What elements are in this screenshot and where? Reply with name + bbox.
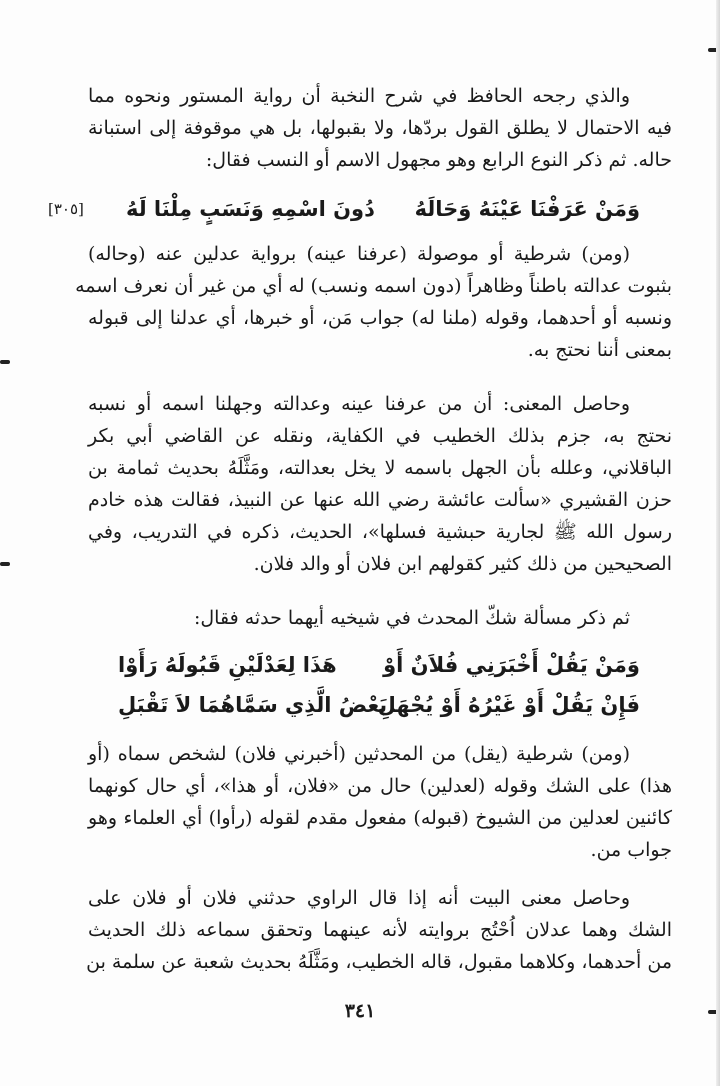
verse-hemistich-right: وَمَنْ عَرَفْنَا عَيْنَهُ وَحَالَهُ — [414, 197, 640, 221]
paragraph-3 — [88, 388, 672, 580]
verse-hemistich-right: فَإِنْ يَقُلْ أَوْ غَيْرُهُ أَوْ يُجْهَلِ — [377, 693, 640, 717]
text-line: نحتج به، جزم بذلك الخطيب في الكفاية، ونقله عن القاضي أبي بكر — [88, 425, 672, 447]
verse-number: [٣٠٥] — [48, 200, 84, 218]
text-line: (ومن) شرطية (يقل) من المحدثين (أخبرني فلان) لشخص سماه (أو — [88, 743, 630, 765]
text-line: حزن القشيري «سألت عائشة رضي الله عنها عن النبيذ، فقالت هذه خادم — [88, 489, 672, 511]
text-line: كائنين لعدلين من الشيوخ (قبوله) مفعول مقدم لقوله (رأوا) أي العلماء وهو — [88, 807, 672, 829]
text-line: الشك وهما عدلان اُحْتُج بروايته لأنه عينهما وتحقق سماعه ذلك الحديث — [88, 919, 672, 941]
text-line: وحاصل معنى البيت أنه إذا قال الراوي حدثني فلان أو فلان على — [88, 887, 630, 909]
scan-edge-mark — [708, 1010, 718, 1014]
paragraph-4 — [88, 738, 672, 866]
verse-305 — [48, 192, 680, 226]
text-line: حاله. ثم ذكر النوع الرابع وهو مجهول الاسم أو النسب فقال: — [205, 149, 672, 171]
verse-hemistich-left: هَذَا لِعَدْلَيْنِ قَبُولَهُ رَأَوْا — [118, 653, 337, 677]
paragraph-5 — [88, 882, 672, 978]
page-number: ٣٤١ — [344, 1000, 376, 1022]
text-line: ونسبه أو أحدهما، وقوله (ملنا له) جواب مَن، أو خبرها، أي عدلنا إلى قبوله — [88, 307, 672, 329]
text-line: بمعنى أننا نحتج به. — [527, 339, 672, 361]
verse-306-line-1 — [58, 648, 680, 682]
text-line: والذي رجحه الحافظ في شرح النخبة أن رواية المستور ونحوه مما — [88, 85, 630, 107]
paragraph-1 — [88, 80, 672, 176]
text-line: (ومن) شرطية أو موصولة (عرفنا عينه) برواية عدلين عنه (وحاله) — [88, 243, 630, 265]
verse-hemistich-left: بَعْضُ الَّذِي سَمَّاهُمَا لاَ تَقْبَلِ — [118, 693, 388, 717]
text-line: الصحيحين من ذلك كثير كقولهم ابن فلان أو والد فلان. — [253, 553, 672, 575]
text-line: ثم ذكر مسألة شكّ المحدث في شيخيه أيهما حدثه فقال: — [193, 607, 630, 629]
verse-hemistich-right: وَمَنْ يَقُلْ أَخْبَرَنِي فُلاَنٌ أَوْ — [383, 653, 640, 677]
scan-edge-mark — [0, 360, 10, 364]
text-line: رسول الله ﷺ لجارية حبشية فسلها»، الحديث، ذكره في التدريب، وفي — [88, 521, 672, 543]
text-line: جواب من. — [590, 839, 672, 861]
verse-intro — [88, 602, 672, 634]
text-line: فيه الاحتمال لا يطلق القول بردّها، ولا بقبولها، بل هي موقوفة إلى استبانة — [88, 117, 672, 139]
text-line: من أحدهما، وكلاهما مقبول، قاله الخطيب، ومَثَّلَهُ بحديث شعبة عن سلمة بن — [86, 951, 672, 973]
paragraph-2 — [75, 238, 672, 366]
text-line: بثبوت عدالته باطناً وظاهراً (دون اسمه ونسب) له أي من غير أن نعرف اسمه — [75, 275, 672, 297]
verse-306-line-2 — [58, 688, 680, 722]
text-line: وحاصل المعنى: أن من عرفنا عينه وعدالته وجهلنا اسمه أو نسبه — [88, 393, 630, 415]
verse-hemistich-left: دُونَ اسْمِهِ وَنَسَبٍ مِلْنَا لَهُ — [126, 197, 375, 221]
text-line: الباقلاني، وعلله بأن الجهل باسمه لا يخل بعدالته، ومَثَّلَهُ بحديث ثمامة بن — [88, 457, 672, 479]
scan-edge-mark — [0, 562, 10, 566]
text-line: هذا) على الشك وقوله (لعدلين) حال من «فلان، أو هذا»، أي حال كونهما — [88, 775, 672, 797]
scan-edge-mark — [708, 48, 718, 52]
